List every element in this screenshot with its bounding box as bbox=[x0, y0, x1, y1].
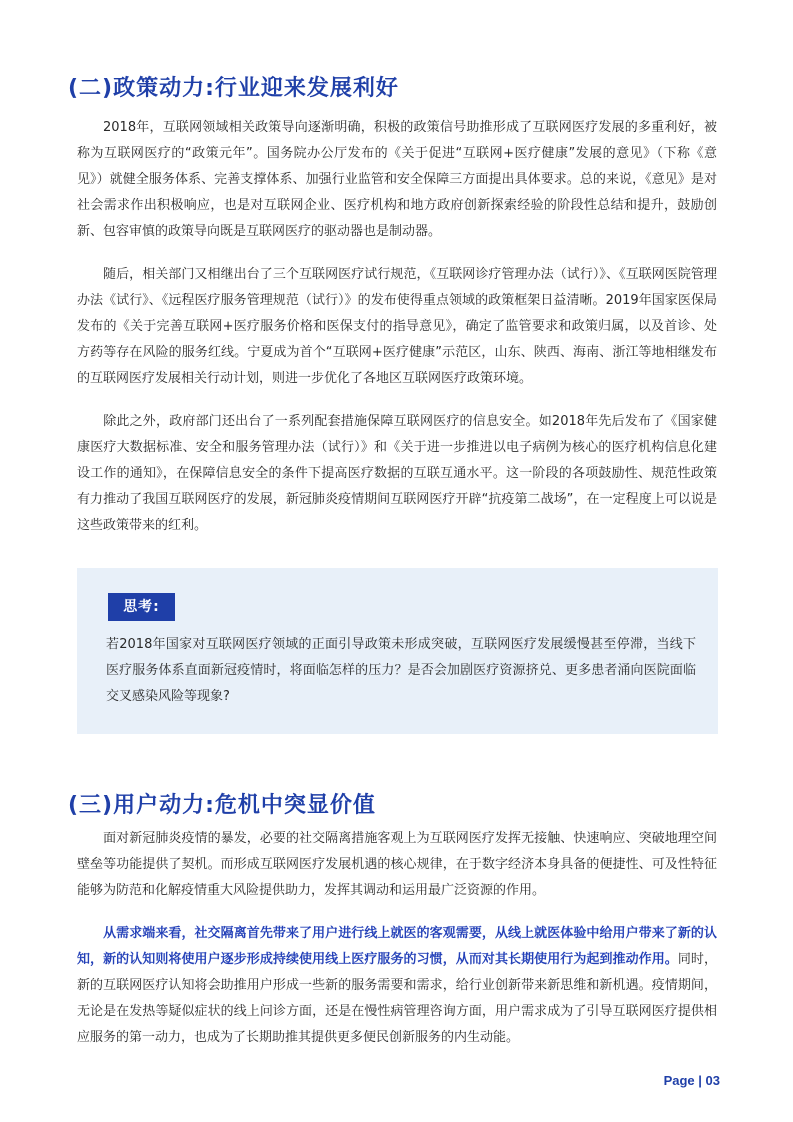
highlight-text: 从需求端来看，社交隔离首先带来了用户进行线上就医的客观需要，从线上就医体验中给用户带来了新的认知，新的认知则将使用户逐步形成持续使用线上医疗服务的习惯，从而对其长期使用行为起到推动作用。 bbox=[77, 926, 717, 967]
page-number: Page | 03 bbox=[663, 1073, 720, 1088]
section-2-paragraph-2: 随后，相关部门又相继出台了三个互联网医疗试行规范，《互联网诊疗管理办法（试行）》、《互联网医院管理办法《试行》、《远程医疗服务管理规范（试行）》的发布使得重点领域的政策框架日益清晰。2019年国家医保局发布的《关于完善互联网+医疗服务价格和医保支付的指导意见》，确定了监管要求和政策归属，以及首诊、处方药等存在风险的服务红线。宁夏成为首个“互联网+医疗健康”示范区，山东、陕西、海南、浙江等地相继发布的互联网医疗发展相关行动计划，则进一步优化了各地区互联网医疗政策环境。 bbox=[77, 267, 717, 386]
section-2-paragraph-3: 除此之外，政府部门还出台了一系列配套措施保障互联网医疗的信息安全。如2018年先后发布了《国家健康医疗大数据标准、安全和服务管理办法（试行）》和《关于进一步推进以电子病例为核心的医疗机构信息化建设工作的通知》，在保障信息安全的条件下提高医疗数据的互联互通水平。这一阶段的各项鼓励性、规范性政策有力推动了我国互联网医疗的发展，新冠肺炎疫情期间互联网医疗开辟“抗疫第二战场”，在一定程度上可以说是这些政策带来的红利。 bbox=[77, 414, 717, 533]
think-text: 若2018年国家对互联网医疗领域的正面引导政策未形成突破，互联网医疗发展缓慢甚至停滞，当线下医疗服务体系直面新冠疫情时，将面临怎样的压力？是否会加剧医疗资源挤兑、更多患者涌向医院面临交叉感染风险等现象? bbox=[106, 637, 696, 704]
section-3-paragraph-2 bbox=[77, 921, 717, 1051]
section-2-paragraph-1: 2018年，互联网领域相关政策导向逐渐明确，积极的政策信号助推形成了互联网医疗发展的多重利好，被称为互联网医疗的“政策元年”。国务院办公厅发布的《关于促进“互联网+医疗健康”发展的意见》（下称《意见》）就健全服务体系、完善支撑体系、加强行业监管和安全保障三方面提出具体要求。总的来说，《意见》是对社会需求作出积极响应，也是对互联网企业、医疗机构和地方政府创新探索经验的阶段性总结和提升，鼓励创新、包容审慎的政策导向既是互联网医疗的驱动器也是制动器。 bbox=[77, 120, 717, 239]
think-box bbox=[77, 568, 718, 734]
section-2-title: (二)政策动力:行业迎来发展利好 bbox=[68, 76, 399, 101]
normal-text: 同时，新的互联网医疗认知将会助推用户形成一些新的服务需要和需求，给行业创新带来新思维和新机遇。疫情期间，无论是在发热等疑似症状的线上问诊方面，还是在慢性病管理咨询方面，用户需求成为了引导互联网医疗提供相应服务的第一动力，也成为了长期助推其提供更多便民创新服务的内生动能。 bbox=[77, 952, 717, 1045]
section-3-title: (三)用户动力:危机中突显价值 bbox=[68, 793, 376, 818]
think-label: 思考: bbox=[108, 593, 175, 621]
section-3-paragraph-1: 面对新冠肺炎疫情的暴发，必要的社交隔离措施客观上为互联网医疗发挥无接触、快速响应、突破地理空间壁垒等功能提供了契机。而形成互联网医疗发展机遇的核心规律，在于数字经济本身具备的便捷性、可及性特征能够为防范和化解疫情重大风险提供助力，发挥其调动和运用最广泛资源的作用。 bbox=[77, 831, 717, 898]
